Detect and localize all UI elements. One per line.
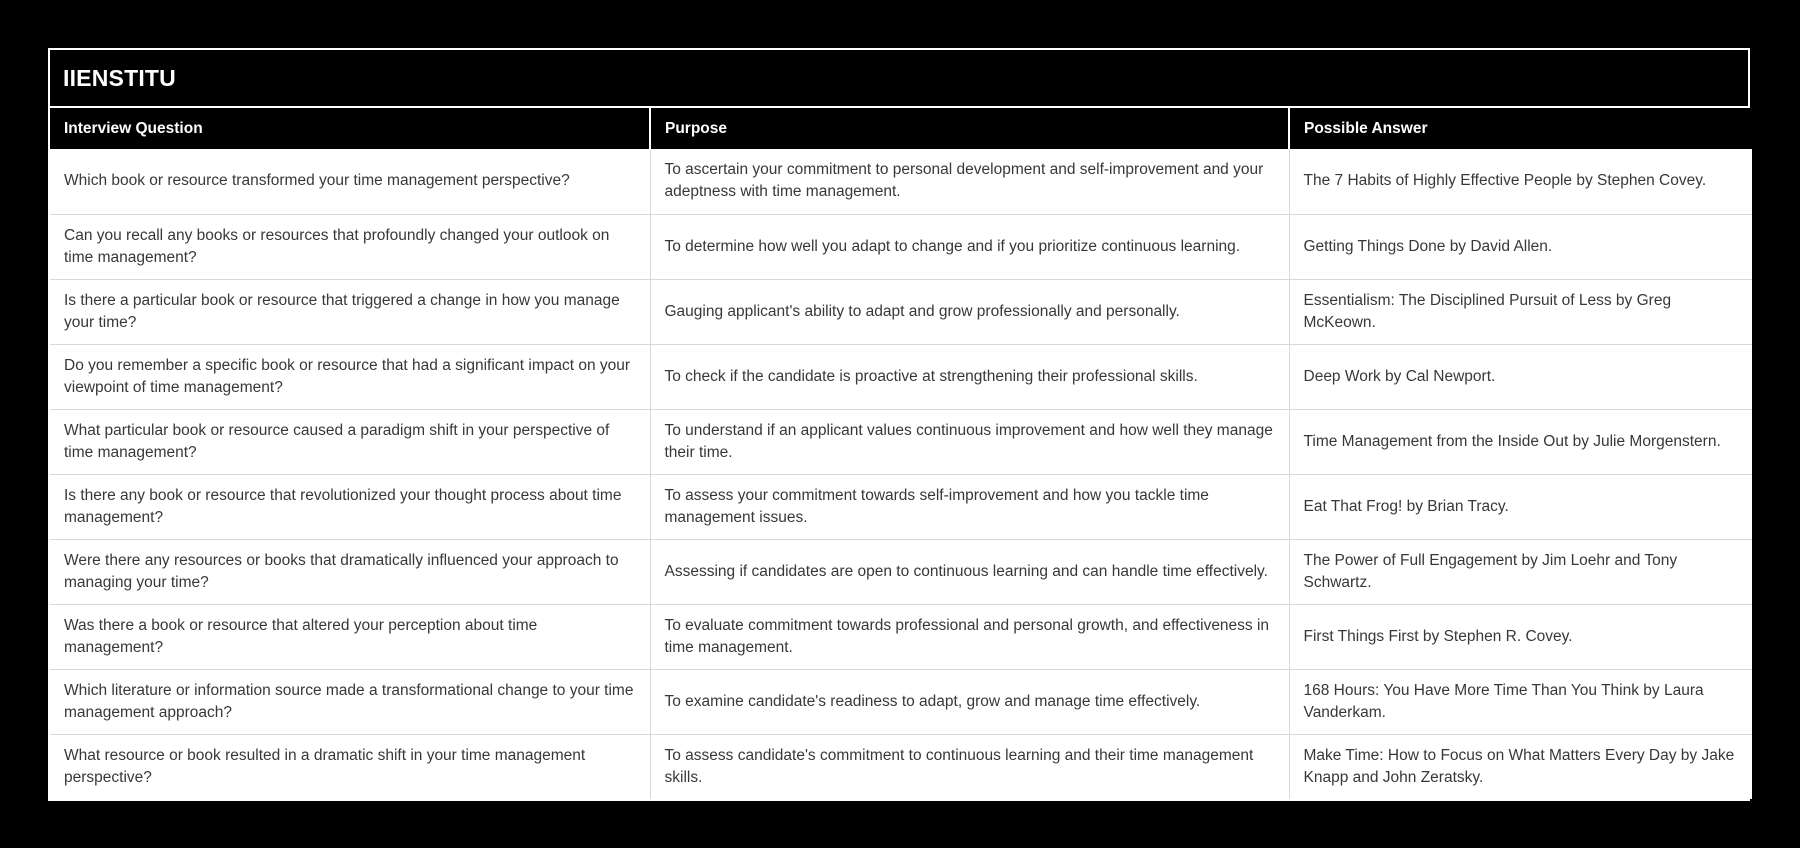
answer-cell: Time Management from the Inside Out by Julie Morgenstern. [1289, 409, 1752, 474]
table-title: IIENSTITU [50, 50, 1748, 108]
question-cell: Was there a book or resource that altered your perception about time management? [50, 604, 650, 669]
question-cell: Can you recall any books or resources that profoundly changed your outlook on time management? [50, 214, 650, 279]
purpose-cell: To examine candidate's readiness to adapt, grow and manage time effectively. [650, 669, 1289, 734]
answer-cell: Deep Work by Cal Newport. [1289, 344, 1752, 409]
table-row [50, 344, 1752, 409]
purpose-cell: To check if the candidate is proactive at strengthening their professional skills. [650, 344, 1289, 409]
column-header-purpose: Purpose [650, 108, 1289, 149]
purpose-cell: To determine how well you adapt to change and if you prioritize continuous learning. [650, 214, 1289, 279]
column-header-interview-question: Interview Question [50, 108, 650, 149]
purpose-cell: To assess your commitment towards self-improvement and how you tackle time management issues. [650, 474, 1289, 539]
question-cell: Is there a particular book or resource that triggered a change in how you manage your time? [50, 279, 650, 344]
purpose-cell: Gauging applicant's ability to adapt and grow professionally and personally. [650, 279, 1289, 344]
questions-table [50, 108, 1752, 799]
table-row [50, 669, 1752, 734]
answer-cell: The 7 Habits of Highly Effective People by Stephen Covey. [1289, 149, 1752, 214]
question-cell: Do you remember a specific book or resource that had a significant impact on your viewpoint of time management? [50, 344, 650, 409]
purpose-cell: To evaluate commitment towards professional and personal growth, and effectiveness in time management. [650, 604, 1289, 669]
question-cell: Which book or resource transformed your time management perspective? [50, 149, 650, 214]
answer-cell: Eat That Frog! by Brian Tracy. [1289, 474, 1752, 539]
question-cell: What particular book or resource caused a paradigm shift in your perspective of time management? [50, 409, 650, 474]
answer-cell: First Things First by Stephen R. Covey. [1289, 604, 1752, 669]
table-row [50, 474, 1752, 539]
answer-cell: 168 Hours: You Have More Time Than You Think by Laura Vanderkam. [1289, 669, 1752, 734]
purpose-cell: To ascertain your commitment to personal development and self-improvement and your adeptness with time management. [650, 149, 1289, 214]
answer-cell: The Power of Full Engagement by Jim Loehr and Tony Schwartz. [1289, 539, 1752, 604]
table-row [50, 149, 1752, 214]
purpose-cell: To assess candidate's commitment to continuous learning and their time management skills. [650, 734, 1289, 799]
question-cell: Is there any book or resource that revolutionized your thought process about time management? [50, 474, 650, 539]
table-row [50, 604, 1752, 669]
table-body [50, 149, 1752, 799]
question-cell: Which literature or information source made a transformational change to your time management approach? [50, 669, 650, 734]
question-cell: What resource or book resulted in a dramatic shift in your time management perspective? [50, 734, 650, 799]
answer-cell: Make Time: How to Focus on What Matters Every Day by Jake Knapp and John Zeratsky. [1289, 734, 1752, 799]
table-row [50, 539, 1752, 604]
table-row [50, 734, 1752, 799]
answer-cell: Getting Things Done by David Allen. [1289, 214, 1752, 279]
column-header-possible-answer: Possible Answer [1289, 108, 1752, 149]
table-row [50, 409, 1752, 474]
answer-cell: Essentialism: The Disciplined Pursuit of Less by Greg McKeown. [1289, 279, 1752, 344]
questions-table-frame [48, 48, 1750, 801]
question-cell: Were there any resources or books that dramatically influenced your approach to managing your time? [50, 539, 650, 604]
table-row [50, 214, 1752, 279]
table-row [50, 279, 1752, 344]
table-header-row [50, 108, 1752, 149]
purpose-cell: Assessing if candidates are open to continuous learning and can handle time effectively. [650, 539, 1289, 604]
purpose-cell: To understand if an applicant values continuous improvement and how well they manage their time. [650, 409, 1289, 474]
